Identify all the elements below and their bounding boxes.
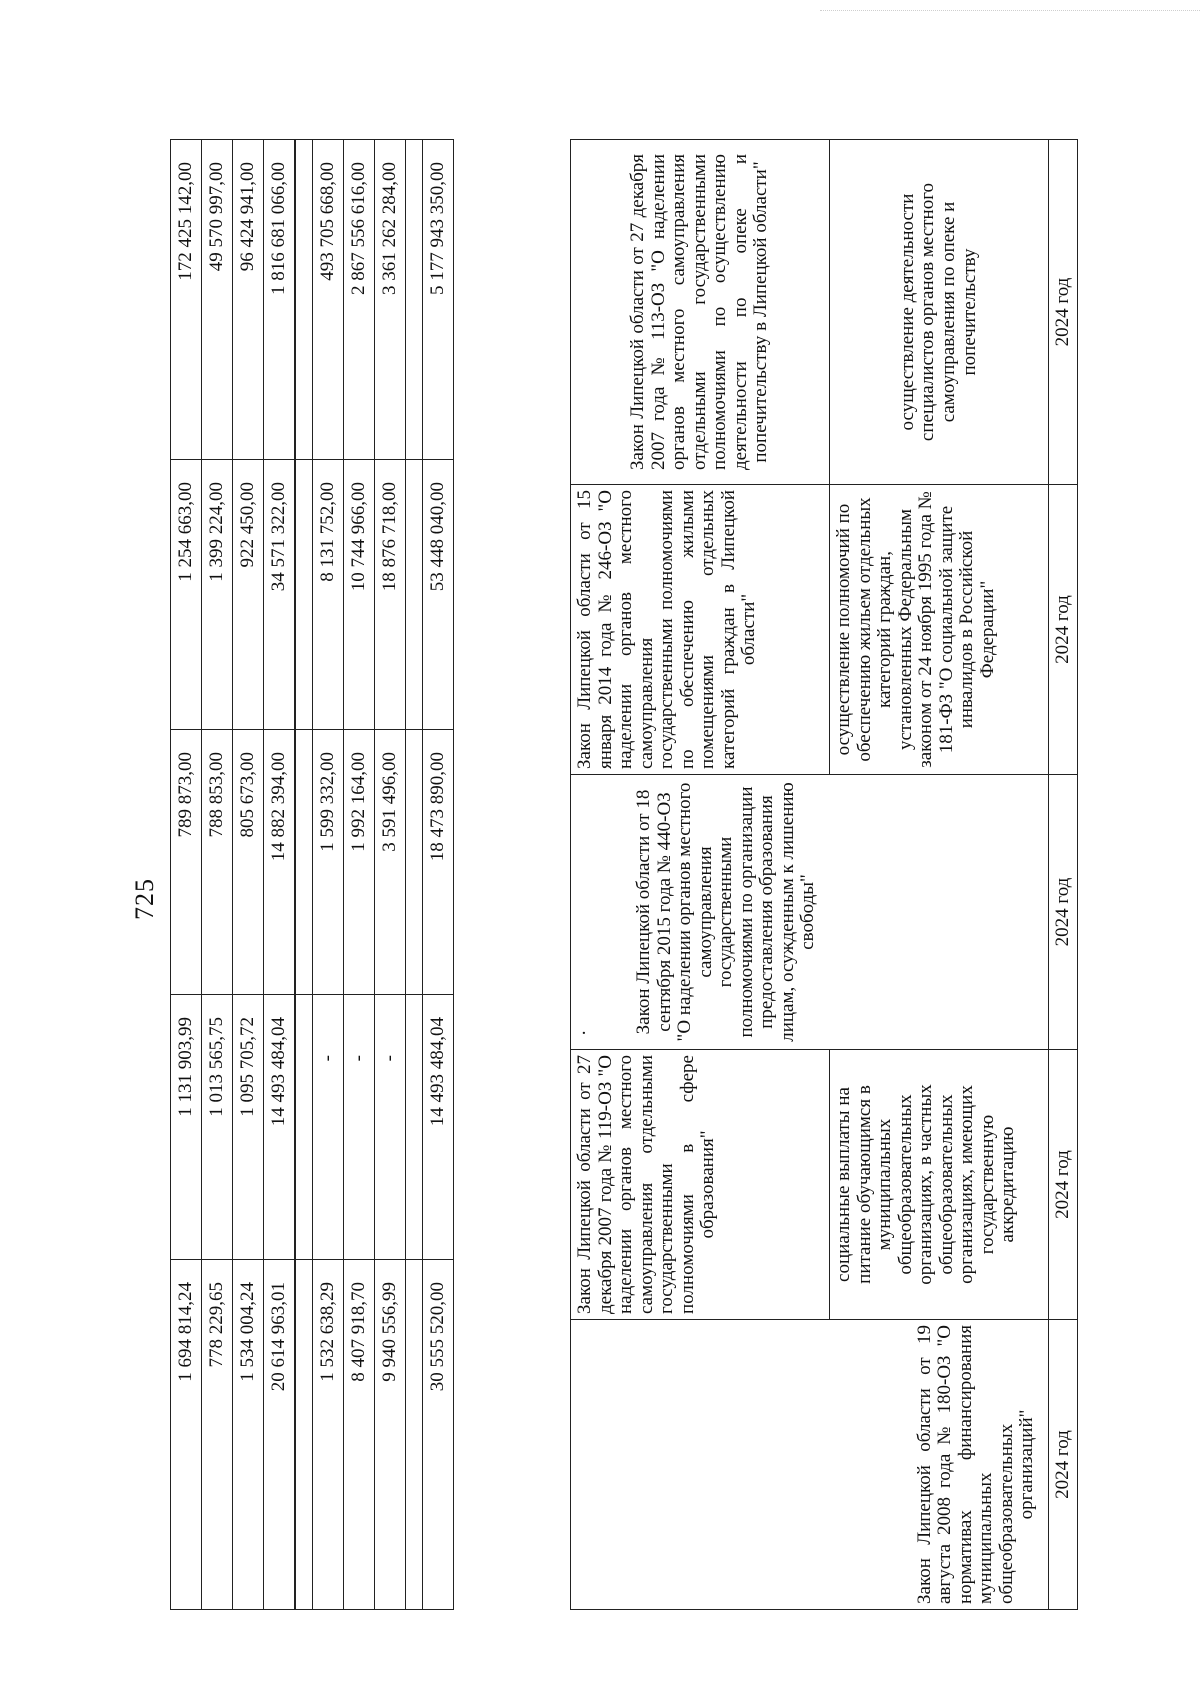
table-cell: - (344, 995, 375, 1260)
law-cell: Закон Липецкой области от 27 декабря 2007 года № 119-ОЗ "О наделении органов местного самоуправления отдельными государственными полномочиями в сфере образования" (571, 1050, 830, 1320)
table-cell: 1 532 638,29 (313, 1260, 344, 1610)
table-cell: 14 493 484,04 (423, 995, 454, 1260)
table-cell: 1 599 332,00 (313, 730, 344, 995)
table-cell: 9 940 556,99 (375, 1260, 406, 1610)
page-number: 725 (130, 878, 159, 920)
year-cell: 2024 год (1049, 485, 1078, 775)
table-cell: 788 853,00 (202, 730, 233, 995)
table-cell: 20 614 963,01 (264, 1260, 296, 1610)
table-cell: 3 591 496,00 (375, 730, 406, 995)
law-text: Закон Липецкой области от 18 сентября 2015 года № 440-ОЗ "О наделении органов местного самоуправления государственными полномочиями по организации предоставления образования лицам, осужденным к лишению свободы" (633, 782, 819, 1042)
empty-cell (406, 995, 423, 1260)
table-cell: 778 229,65 (202, 1260, 233, 1610)
table-cell: 53 448 040,00 (423, 460, 454, 730)
empty-cell (295, 995, 313, 1260)
table-row (571, 140, 830, 1610)
purpose-cell: осуществление полномочий по обеспечению жильем отдельных категорий граждан, установленных Федеральным законом от 24 ноября 1995 года № 181-ФЗ "О социальной защите инвалидов в Российской Федерации" (830, 485, 1049, 775)
law-cell: Закон Липецкой области от 19 августа 2008 года № 180-ОЗ "О нормативах финансирования муниципальных общеобразовательных организаций" (571, 1320, 1049, 1610)
table-cell: 34 571 322,00 (264, 460, 296, 730)
table-row (171, 140, 202, 1610)
law-cell (571, 775, 1049, 1050)
table-row-spacer (295, 140, 313, 1610)
table-row (344, 140, 375, 1610)
table-cell: - (375, 995, 406, 1260)
table-cell: 1 534 004,24 (233, 1260, 264, 1610)
purpose-cell: социальные выплаты на питание обучающимся в муниципальных общеобразовательных организациях, в частных общеобразовательных организациях, имеющих государственную аккредитацию (830, 1050, 1049, 1320)
empty-cell (406, 460, 423, 730)
empty-cell (406, 140, 423, 460)
table-cell: 1 694 814,24 (171, 1260, 202, 1610)
table-cell: 1 254 663,00 (171, 460, 202, 730)
empty-cell (406, 730, 423, 995)
table-cell: 5 177 943 350,00 (423, 140, 454, 460)
empty-cell (295, 460, 313, 730)
table-cell: 3 361 262 284,00 (375, 140, 406, 460)
table-row-subtotal (264, 140, 296, 1610)
table-cell: 49 570 997,00 (202, 140, 233, 460)
table-cell: 1 816 681 066,00 (264, 140, 296, 460)
table-cell: 789 873,00 (171, 730, 202, 995)
table-cell: 18 876 718,00 (375, 460, 406, 730)
table-cell: 8 407 918,70 (344, 1260, 375, 1610)
table-cell: 1 095 705,72 (233, 995, 264, 1260)
year-cell: 2024 год (1049, 1320, 1078, 1610)
empty-cell (295, 730, 313, 995)
purpose-cell: осуществление деятельности специалистов органов местного самоуправления по опеке и попечительству (830, 140, 1049, 485)
ink-mark: · (574, 1029, 595, 1036)
table-cell: 30 555 520,00 (423, 1260, 454, 1610)
table-cell: 1 399 224,00 (202, 460, 233, 730)
financial-table (170, 139, 454, 1610)
scan-artifact (820, 10, 1200, 12)
table-cell: 1 131 903,99 (171, 995, 202, 1260)
empty-cell (295, 1260, 313, 1610)
empty-cell (406, 1260, 423, 1610)
table-cell: 14 882 394,00 (264, 730, 296, 995)
table-cell: 805 673,00 (233, 730, 264, 995)
table-cell: - (313, 995, 344, 1260)
year-cell: 2024 год (1049, 140, 1078, 485)
table-cell: 2 867 556 616,00 (344, 140, 375, 460)
table-row-total (423, 140, 454, 1610)
table-row (233, 140, 264, 1610)
table-cell: 172 425 142,00 (171, 140, 202, 460)
table-cell: 18 473 890,00 (423, 730, 454, 995)
law-cell: Закон Липецкой области от 15 января 2014 года № 246-ОЗ "О наделении органов местного самоуправления государственными полномочиями по обеспечению жилыми помещениями отдельных категорий граждан в Липецкой области" (571, 485, 830, 775)
table-row (202, 140, 233, 1610)
table-cell: 14 493 484,04 (264, 995, 296, 1260)
table-cell: 96 424 941,00 (233, 140, 264, 460)
table-row (313, 140, 344, 1610)
table-row (375, 140, 406, 1610)
table-cell: 493 705 668,00 (313, 140, 344, 460)
legal-basis-table (570, 139, 1078, 1610)
table-cell: 8 131 752,00 (313, 460, 344, 730)
table-row-years (1049, 140, 1078, 1610)
rotated-landscape-content (130, 140, 1090, 1610)
table-row-spacer (406, 140, 423, 1610)
table-cell: 10 744 966,00 (344, 460, 375, 730)
table-cell: 1 992 164,00 (344, 730, 375, 995)
year-cell: 2024 год (1049, 1050, 1078, 1320)
year-cell: 2024 год (1049, 775, 1078, 1050)
table-cell: 922 450,00 (233, 460, 264, 730)
law-cell: Закон Липецкой области от 27 декабря 2007 года № 113-ОЗ "О наделении органов местного самоуправления отдельными государственными полномочиями по осуществлению деятельности по опеке и попечительству в Липецкой области" (571, 140, 830, 485)
empty-cell (295, 140, 313, 460)
table-cell: 1 013 565,75 (202, 995, 233, 1260)
